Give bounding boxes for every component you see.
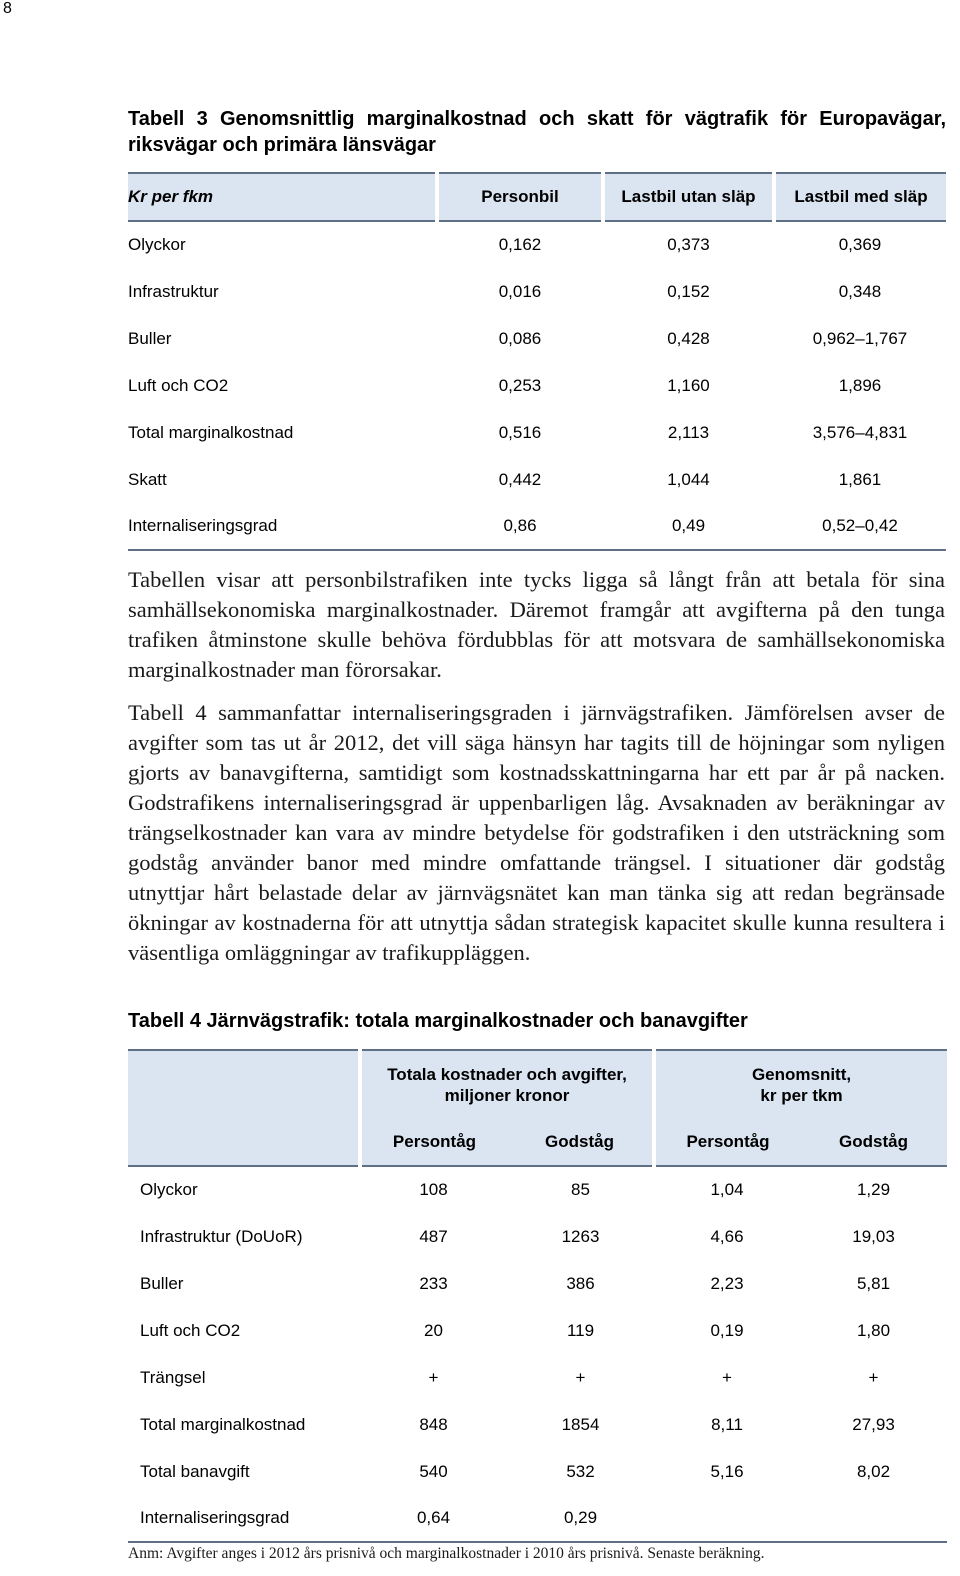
table3-col-header: Personbil	[437, 173, 603, 221]
cell: 1854	[561, 1414, 600, 1434]
cell	[800, 1495, 947, 1542]
table4-group-header-row	[128, 1050, 947, 1118]
table3	[128, 172, 946, 551]
table-row	[128, 1260, 947, 1307]
cell: 0,962–1,767	[812, 328, 908, 348]
cell	[654, 1495, 800, 1542]
table4-group-header-totals	[360, 1050, 654, 1118]
cell: 0,442	[498, 469, 542, 489]
cell: 5,16	[710, 1461, 744, 1481]
table-row	[128, 503, 946, 550]
cell: 27,93	[852, 1414, 895, 1434]
table4-col-header: Godståg	[507, 1118, 654, 1166]
cell: 8,02	[856, 1461, 891, 1481]
cell: 386	[566, 1273, 595, 1293]
cell: 20	[424, 1320, 443, 1340]
table4-note: Anm: Avgifter anges i 2012 års prisnivå och marginalkostnader i 2010 års prisnivå. Senaste beräkning.	[128, 1545, 765, 1562]
row-label: Total banavgift	[140, 1461, 250, 1481]
cell: 0,086	[498, 328, 542, 348]
cell: 848	[419, 1414, 448, 1434]
cell: 0,373	[667, 235, 710, 254]
cell: +	[575, 1367, 586, 1387]
cell: 0,516	[498, 422, 542, 442]
table-row	[128, 1166, 947, 1213]
table3-caption: Tabell 3 Genomsnittlig marginalkostnad och skatt för vägtrafik för Europavägar, riksvägar och primära länsvägar	[128, 108, 946, 156]
cell: 5,81	[856, 1273, 891, 1293]
group-header-line: miljoner kronor	[444, 1085, 570, 1105]
cell: 540	[419, 1461, 448, 1481]
cell: 0,162	[498, 235, 542, 254]
row-label: Luft och CO2	[128, 375, 229, 395]
row-label: Skatt	[128, 469, 167, 489]
cell: +	[428, 1367, 439, 1387]
cell: 0,369	[838, 235, 882, 254]
cell: 0,19	[710, 1320, 744, 1340]
table-row	[128, 1307, 947, 1354]
row-label: Buller	[140, 1273, 184, 1293]
cell: 108	[419, 1180, 448, 1199]
table-row	[128, 1448, 947, 1495]
row-label: Internaliseringsgrad	[128, 1495, 360, 1542]
table4-col-header: Persontåg	[654, 1118, 800, 1166]
group-header-line: Genomsnitt,	[751, 1064, 852, 1084]
cell: +	[722, 1367, 732, 1387]
cell: 1,04	[710, 1180, 744, 1199]
body-paragraph: Tabell 4 sammanfattar internaliseringsgraden i järnvägstrafiken. Jämförelsen avser de avgifter som tas ut år 2012, det vill säga hänsyn har tagits till de höjningar som nyligen gjorts av banavgifterna, samtidigt som kostnadsskattningarna har ett par år på nacken. Godstrafikens internaliseringsgrad är uppenbarligen låg. Avsaknaden av beräkningar av trängselkostnader kan vara av mindre betydelse för godstrafiken i den utsträckning som godståg använder banor med mindre omfattande trängsel. I situationer där godståg utnyttjar hårt belastade delar av järnvägsnätet kan man tänka sig att redan begränsade ökningar av kostnaderna för att utnyttja sådan strategisk kapacitet skulle kunna resultera i väsentliga omläggningar av trafikuppläggen.	[128, 700, 945, 965]
table4-empty-header	[128, 1118, 360, 1166]
cell: 0,253	[498, 375, 542, 395]
row-label: Trängsel	[140, 1367, 206, 1387]
table4-empty-header	[128, 1050, 360, 1118]
cell: 0,49	[603, 503, 774, 550]
table-row	[128, 1401, 947, 1448]
cell: 85	[571, 1180, 590, 1199]
cell: 19,03	[852, 1226, 895, 1246]
cell: 1263	[561, 1226, 600, 1246]
table4	[128, 1049, 947, 1543]
table3-unit-header: Kr per fkm	[128, 173, 437, 221]
row-label: Total marginalkostnad	[140, 1414, 306, 1434]
table-row	[128, 315, 946, 362]
cell: 0,016	[498, 281, 542, 301]
table4-col-header: Godståg	[800, 1118, 947, 1166]
table3-header-row	[128, 173, 946, 221]
table4-caption: Tabell 4 Järnvägstrafik: totala marginalkostnader och banavgifter	[128, 1010, 748, 1032]
table3-col-header: Lastbil med släp	[774, 173, 946, 221]
table-row	[128, 456, 946, 503]
cell: 119	[566, 1320, 595, 1340]
cell: 2,113	[667, 422, 710, 442]
cell: 233	[419, 1273, 448, 1293]
cell: 487	[419, 1226, 448, 1246]
cell: 1,160	[667, 375, 710, 395]
cell: 8,11	[711, 1414, 743, 1434]
row-label: Luft och CO2	[140, 1320, 241, 1340]
table-row	[128, 1213, 947, 1260]
cell: 4,66	[710, 1226, 744, 1246]
cell: 0,428	[667, 328, 710, 348]
cell: 0,348	[838, 281, 882, 301]
group-header-line: kr per tkm	[760, 1085, 843, 1105]
cell: 0,29	[507, 1495, 654, 1542]
cell: 0,152	[667, 281, 710, 301]
table4-group-header-average	[654, 1050, 947, 1118]
cell: 2,23	[710, 1273, 744, 1293]
row-label: Infrastruktur	[128, 281, 219, 301]
cell: +	[868, 1367, 879, 1387]
row-label: Olyckor	[128, 235, 186, 254]
table-row	[128, 1495, 947, 1542]
table-row	[128, 362, 946, 409]
table-row	[128, 221, 946, 268]
cell: 3,576–4,831	[812, 422, 908, 442]
cell: 0,64	[360, 1495, 507, 1542]
group-header-line: Totala kostnader och avgifter,	[387, 1064, 627, 1084]
cell: 532	[566, 1461, 595, 1481]
table-row	[128, 268, 946, 315]
row-label: Internaliseringsgrad	[128, 503, 437, 550]
row-label: Total marginalkostnad	[128, 422, 294, 442]
table-row	[128, 1354, 947, 1401]
cell: 0,86	[437, 503, 603, 550]
table4-subheader-row	[128, 1118, 947, 1166]
row-label: Olyckor	[140, 1180, 198, 1199]
cell: 1,861	[838, 469, 882, 489]
cell: 1,80	[856, 1320, 891, 1340]
cell: 0,52–0,42	[774, 503, 946, 550]
table4-col-header: Persontåg	[360, 1118, 507, 1166]
cell: 1,044	[667, 469, 710, 489]
row-label: Buller	[128, 328, 172, 348]
table3-col-header: Lastbil utan släp	[603, 173, 774, 221]
body-paragraph: Tabellen visar att personbilstrafiken inte tycks ligga så långt från att betala för sina samhällsekonomiska marginalkostnader. Däremot framgår att avgifterna på den tunga trafiken åtminstone skulle behöva fördubblas för att motsvara de samhällsekonomiska marginalkostnader man förorsakar.	[128, 567, 945, 682]
cell: 1,896	[838, 375, 882, 395]
table-row	[128, 409, 946, 456]
row-label: Infrastruktur (DoUoR)	[140, 1226, 303, 1246]
cell: 1,29	[856, 1180, 891, 1199]
page-number: 8	[3, 0, 12, 17]
